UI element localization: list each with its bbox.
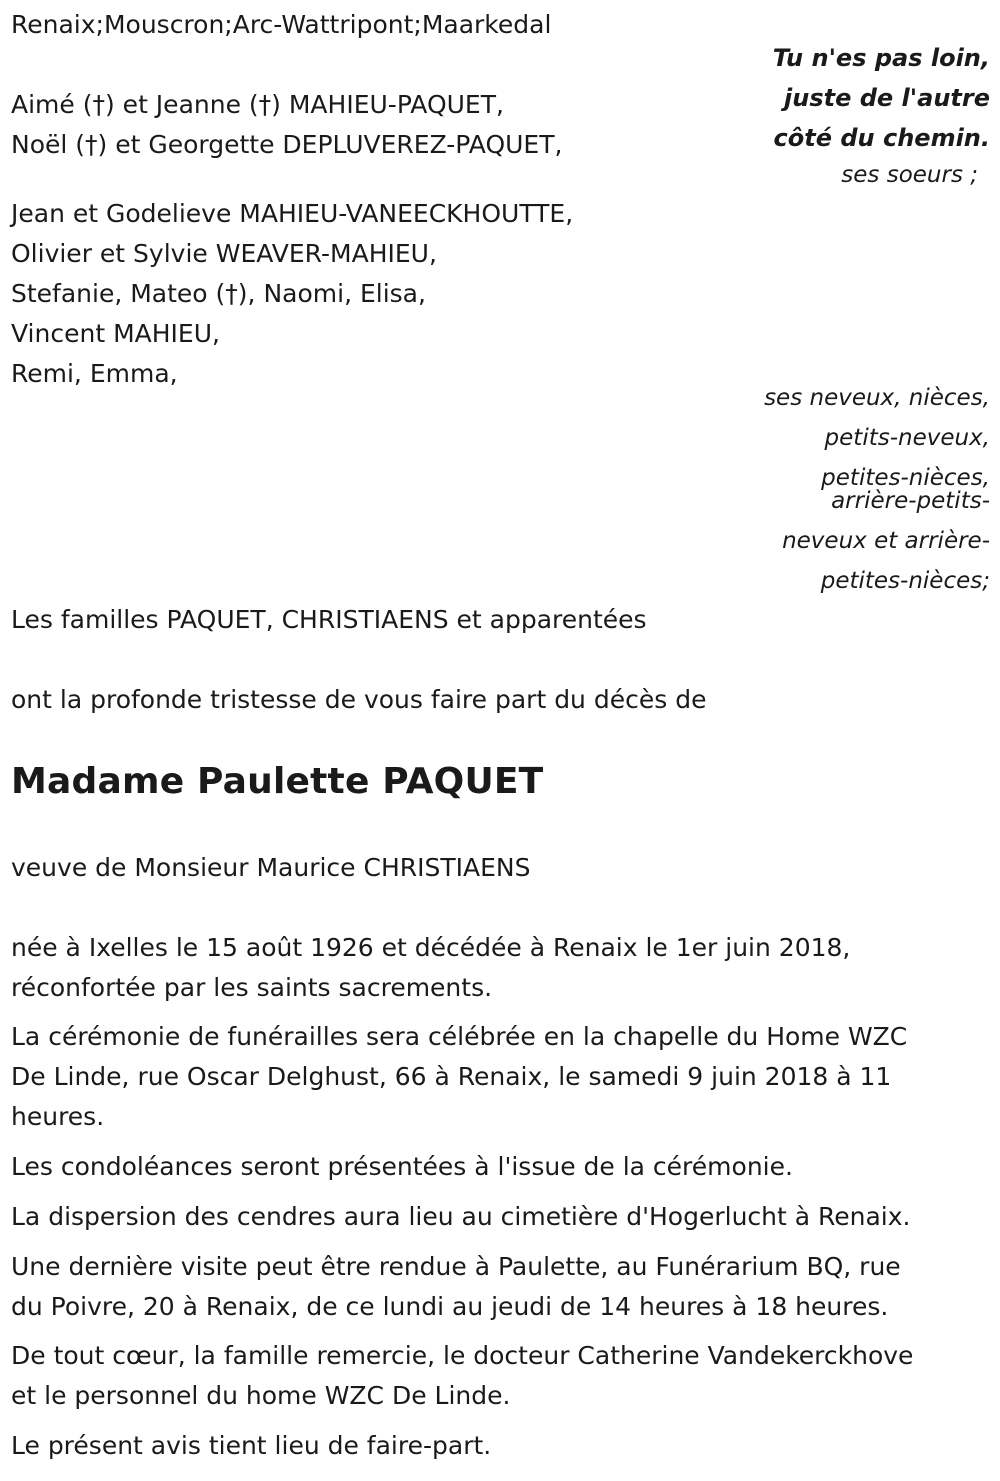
nephews-role-3: petites-nièces, — [821, 465, 990, 491]
ashes-line: La dispersion des cendres aura lieu au cimetière d'Hogerlucht à Renaix. — [11, 1202, 911, 1231]
visit-line-2: du Poivre, 20 à Renaix, de ce lundi au jeudi de 14 heures à 18 heures. — [11, 1292, 889, 1321]
announcement-line: ont la profonde tristesse de vous faire part du décès de — [11, 685, 707, 714]
nephews-role-6: petites-nièces; — [820, 568, 990, 594]
nephews-line-3: Stefanie, Mateo (†), Naomi, Elisa, — [11, 279, 426, 308]
nephews-line-2: Olivier et Sylvie WEAVER-MAHIEU, — [11, 239, 437, 268]
birth-line-1: née à Ixelles le 15 août 1926 et décédée à Renaix le 1er juin 2018, — [11, 933, 851, 962]
nephews-role-4: arrière-petits- — [831, 488, 990, 514]
quote-line-3: côté du chemin. — [773, 124, 990, 152]
ceremony-line-3: heures. — [11, 1102, 105, 1131]
notice-line: Le présent avis tient lieu de faire-part. — [11, 1431, 492, 1460]
nephews-role-1: ses neveux, nièces, — [764, 385, 990, 411]
sisters-line-1: Aimé (†) et Jeanne (†) MAHIEU-PAQUET, — [11, 90, 504, 119]
ceremony-line-1: La cérémonie de funérailles sera célébrée en la chapelle du Home WZC — [11, 1022, 908, 1051]
thanks-line-2: et le personnel du home WZC De Linde. — [11, 1381, 511, 1410]
deceased-name: Madame Paulette PAQUET — [11, 761, 544, 802]
sisters-line-2: Noël (†) et Georgette DEPLUVEREZ-PAQUET, — [11, 130, 563, 159]
widow-line: veuve de Monsieur Maurice CHRISTIAENS — [11, 853, 531, 882]
families-line: Les familles PAQUET, CHRISTIAENS et apparentées — [11, 605, 647, 634]
nephews-line-5: Remi, Emma, — [11, 359, 178, 388]
condolences-line: Les condoléances seront présentées à l'issue de la cérémonie. — [11, 1152, 793, 1181]
nephews-line-4: Vincent MAHIEU, — [11, 319, 220, 348]
nephews-role-2: petits-neveux, — [824, 425, 990, 451]
quote-line-1: Tu n'es pas loin, — [772, 44, 990, 72]
locations-line: Renaix;Mouscron;Arc-Wattripont;Maarkedal — [11, 10, 552, 39]
birth-line-2: réconfortée par les saints sacrements. — [11, 973, 493, 1002]
nephews-role-5: neveux et arrière- — [782, 528, 990, 554]
visit-line-1: Une dernière visite peut être rendue à Paulette, au Funérarium BQ, rue — [11, 1252, 901, 1281]
sisters-role: ses soeurs ; — [841, 162, 978, 188]
quote-line-2: juste de l'autre — [784, 84, 990, 112]
ceremony-line-2: De Linde, rue Oscar Delghust, 66 à Renaix, le samedi 9 juin 2018 à 11 — [11, 1062, 892, 1091]
nephews-line-1: Jean et Godelieve MAHIEU-VANEECKHOUTTE, — [11, 199, 574, 228]
thanks-line-1: De tout cœur, la famille remercie, le docteur Catherine Vandekerckhove — [11, 1341, 914, 1370]
